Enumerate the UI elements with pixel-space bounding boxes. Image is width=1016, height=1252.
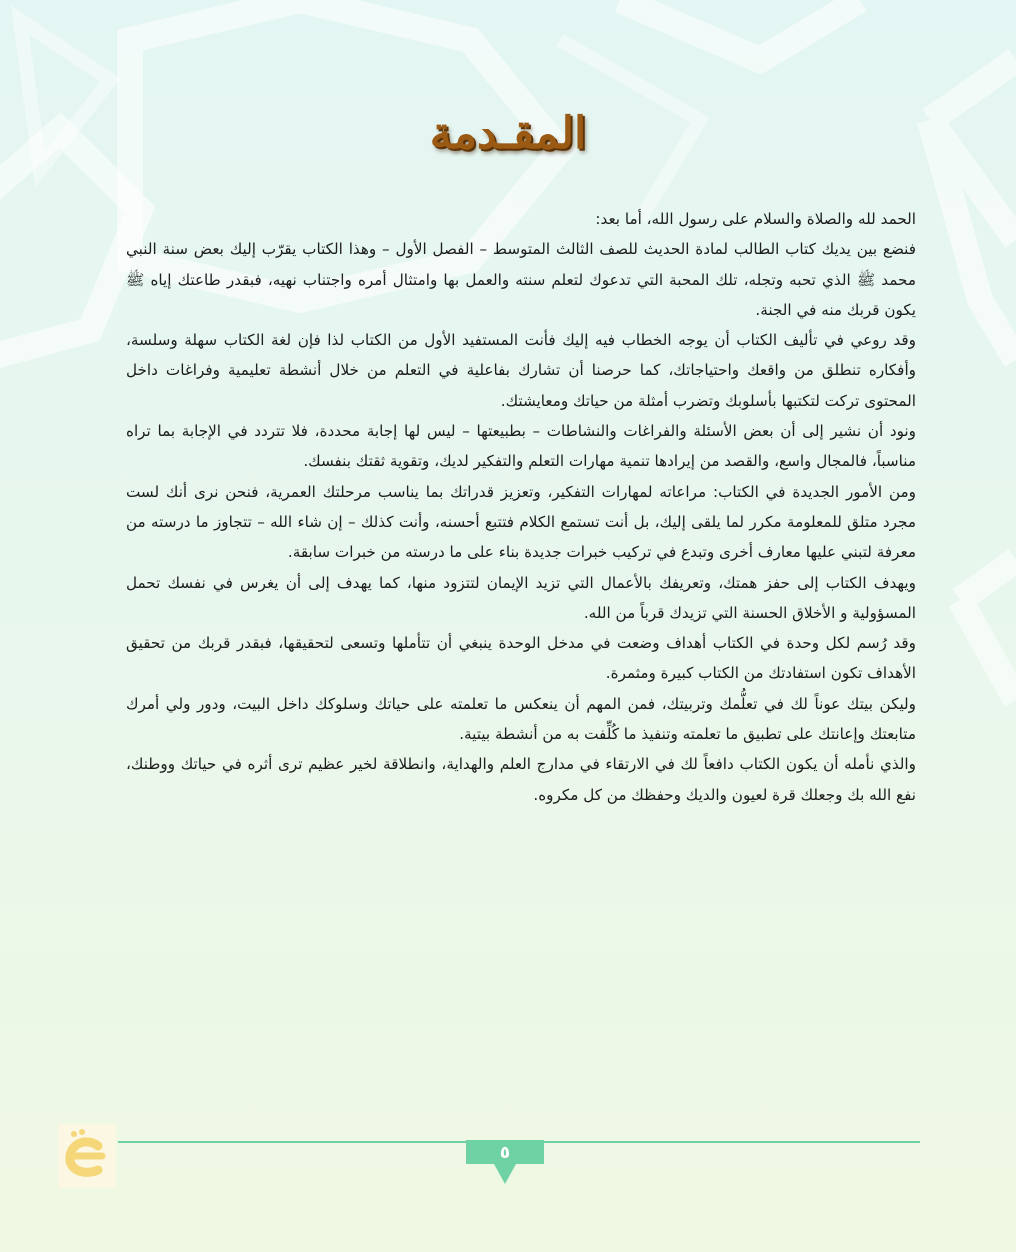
introduction-body xyxy=(126,204,916,810)
paragraph-9: والذي نأمله أن يكون الكتاب دافعاً لك في الارتقاء في مدارج العلم والهداية، وانطلاقة لخير عظيم ترى أثره في حياتك ووطنك، نفع الله بك وجعلك قرة لعيون والديك وحفظك من كل مكروه. xyxy=(126,755,916,804)
paragraph-5: ومن الأمور الجديدة في الكتاب: مراعاته لمهارات التفكير، وتعزيز قدراتك بما يناسب مرحلتك العمرية، فنحن نرى أنك لست مجرد متلق للمعلومة مكرر لما يلقى إليك، بل أنت تستمع الكلام فتتبع أحسنه، وأنت كذلك – إن شاء الله – تتجاوز ما درسته من معرفة لتبني عليها معارف أخرى وتبدع في تركيب خبرات جديدة بناء على ما درسته من خبرات سابقة. xyxy=(126,482,916,562)
paragraph-8: وليكن بيتك عوناً لك في تعلُّمك وتربيتك، فمن المهم أن ينعكس ما تعلمته على حياتك وسلوكك داخل البيت، ودور ولي أمرك متابعتك وإعانتك على تطبيق ما تعلمته وتنفيذ ما كُلِّفت به من أنشطة بيتية. xyxy=(126,694,916,744)
paragraph-3: وقد روعي في تأليف الكتاب أن يوجه الخطاب فيه إليك فأنت المستفيد الأول من الكتاب لذا فإن لغة الكتاب سهلة وسلسة، وأفكاره تنطلق من واقعك واحتياجاتك، كما حرصنا أن تشارك بفاعلية في التعلم من خلال أنشطة تعليمية وفراغات داخل المحتوى تركت لتكتبها بأسلوبك وتضرب أمثلة من حياتك ومعايشتك. xyxy=(126,331,916,410)
paragraph-2: فنضع بين يديك كتاب الطالب لمادة الحديث للصف الثالث المتوسط – الفصل الأول – وهذا الكتاب يقرّب إليك بعض سنة النبي محمد ﷺ الذي تحبه وتجله، تلك المحبة التي تدعوك لتعلم سنته والعمل بها وامتثال أمره واجتناب نهيه، فبقدر طاعتك إياه ﷺ يكون قربك منه في الجنة. xyxy=(126,240,916,319)
paragraph-4: ونود أن نشير إلى أن بعض الأسئلة والفراغات والنشاطات – بطبيعتها – ليس لها إجابة محددة، فلا تتردد في الإجابة بما تراه مناسباً، فالمجال واسع، والقصد من إيرادها تنمية مهارات التعلم والتفكير لديك، وتقوية ثقتك بنفسك. xyxy=(126,422,916,471)
publisher-logo-icon xyxy=(58,1124,116,1188)
paragraph-1: الحمد لله والصلاة والسلام على رسول الله، أما بعد: xyxy=(595,210,916,228)
page-title: المقـدمة xyxy=(429,108,587,159)
paragraph-7: وقد رُسم لكل وحدة في الكتاب أهداف وضعت في مدخل الوحدة ينبغي أن تتأملها وتسعى لتحقيقها، فبقدر قربك من تحقيق الأهداف تكون استفادتك من الكتاب كبيرة ومثمرة. xyxy=(126,634,916,683)
paragraph-6: ويهدف الكتاب إلى حفز همتك، وتعريفك بالأعمال التي تزيد الإيمان لتتزود منها، كما يهدف إلى أن يغرس في نفسك تحمل المسؤولية و الأخلاق الحسنة التي تزيدك قرباً من الله. xyxy=(126,573,916,622)
page-number: ٥ xyxy=(499,1143,511,1163)
